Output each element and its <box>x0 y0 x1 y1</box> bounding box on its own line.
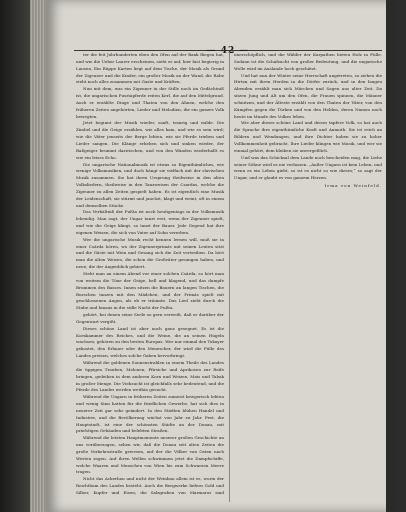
paragraph: Nicht das Ackerbau und nicht der Weinbau allein ist es, worin der Reichthum des Landes besteht. Auch die Bergwerke liefern Gold und Silber, Kupfer und Eisen; die Salzgruben von Marmaros sind unerschöpflich, und die Wälder der Karpathen bieten Holz in Fülle. Sodann ist die Schafzucht von großer Bedeutung, und die ungarische Wolle wird im Auslande hoch geschätzt. <box>76 52 382 495</box>
paragraph: Während die goldenen Sonnenstrahlen in einem Theile des Landes die üppigen Trauben, Melonen, Pfirsiche und Aprikosen zur Reife bringen, gedeihen in dem anderen Korn und Weizen, Mais und Tabak in großer Menge. Die Viehzucht ist gleichfalls sehr bedeutend, und die Pferde des Landes werden weithin gesucht. <box>76 359 224 393</box>
paragraph: Und hat nun der Winter seine Herrschaft angetreten, so ziehen die Hirten mit ihren Herden in die Dörfer zurück, und in den langen Abenden erzählt man sich Märchen und Sagen aus alter Zeit. Da sitzen Jung und Alt um den Ofen, die Frauen spinnen, die Männer schnitzen, und der Älteste erzählt von den Thaten der Väter, von den Kämpfen gegen die Türken und von den Helden, deren Namen noch heute im Munde des Volkes leben. <box>234 72 382 119</box>
page-shadow-edge <box>386 0 396 512</box>
paragraph: Das Verhältniß der Pußta ist noch heutigentags in der Volksmusik lebendig. Man sagt, der Ungar tanzt erst, wenn der Zigeuner spielt, und wie die Geige klingt, so tanzt der Bauer. Jede Gegend hat ihre eigenen Weisen, die sich von Vater auf Sohn vererben. <box>76 209 224 235</box>
author-signature: Irma von Weinfeld. <box>324 183 382 189</box>
paragraph: Nun mit dem, was ein Zigeuner in der Stille noch im Gedächtniß ist, die ungarischen Pusztapferde reiten Kerl, die auf den Mittelgrund. Auch er erzählte Dinge und Thaten von den Ahnen, welche den früheren Zeiten angehörten, Lieder und Melodien, die ein ganzes Volk bewegten. <box>76 86 224 119</box>
page-number: — 42 — <box>206 46 250 56</box>
paragraph: Jetzt beginnt der Musik wieder, sanft, traurig und milde. Die Zimbel und die Geige erzählen, wie alles kam, und wie es sein wird; wie die Väter jenseits der Berge lebten, wie sie Pferde trieben und Lieder sangen. Die Klänge erheben sich und sinken wieder, der Baßgeiger brummt dazwischen, und von den Wänden wiederhallt es wie ein leises Echo. <box>76 120 224 160</box>
two-column-text <box>76 52 382 502</box>
paragraph: ter die feit Jahrhunderten eben den Ofen auf der Bank fliegen hat, und wie die Ueber Laurer erscheinen, sieht er auf, hier fast begierig in Lausen, Ein Rüppe Karten liegt auf dem Tische, der Musik als Grund der Zigeuner und die Kinder, ein großer Musik an der Wand, die Rabe steht noch alles zusammen mit Gaste und Kräften. <box>76 52 224 85</box>
book-page <box>46 0 396 512</box>
paragraph: Wie aber dieses schöne Land und dieses tapfere Volk, so hat auch die Sprache ihre eigenthümliche Kraft und Anmuth. Sie ist reich an Bildern und Wendungen, und ihre Dichter haben sie zu hoher Vollkommenheit gebracht. Ihre Lieder klingen wie Musik, und wer sie einmal gehört, dem bleiben sie unvergeßlich. <box>234 120 382 153</box>
paragraph: Während die Ungarn in früheren Zeiten zumeist kriegerisch lebten und wenig Sinn hatten für die friedlichen Gewerbe, hat sich dies in neuerer Zeit gar sehr geändert. In den Städten blühen Handel und Industrie, und die Bevölkerung wächst von Jahr zu Jahr. Pest, die Hauptstadt, ist eine der schönsten Städte an der Donau, mit prächtigen Gebäuden und belebten Straßen. <box>76 394 224 434</box>
paragraph: Während die letzten Hauptmomente unserer großen Geschichte an uns vorüberzogen, sehen wir, daß die Donau seit alten Zeiten die große Verkehrsstraße gewesen, auf der die Völker von Osten nach Westen zogen. Auf ihren Wellen schwimmen jetzt die Dampfschiffe, welche Waaren und Menschen von Wien bis zum Schwarzen Meere tragen. <box>76 435 224 475</box>
paragraph: Wer die ungarische Musik recht kennen lernen will, muß sie in einer Csárda hören, wo der Zigeunerprimás mit seinen Leuten sitzt und die Gäste mit Wein und Gesang sich die Zeit vertreiben. Da hört man die alten Weisen, die schon die Großväter gesungen haben, und neue, die der Augenblick gebiert. <box>76 236 224 270</box>
paragraph: Und was das Schicksal dem Lande noch bescheiden mag, die Liebe seiner Söhne wird es nie verlassen. „Außer Ungarn ist kein Leben, und wenn es ein Leben giebt, so ist es nicht so wie dieses;“ so sagt der Ungar, und er glaubt es von ganzem Herzen. <box>234 154 382 181</box>
page-header <box>74 38 382 56</box>
paragraph: gehört, bei denen seine Seele so gern verweilt, daß er darüber der Gegenwart vergißt. <box>76 312 224 324</box>
paragraph: Steht man an einem Abend vor einer solchen Csárda, so hört man von weitem die Töne der Geige, hell und klagend, und das dumpfe Brummen des Basses. Innen sitzen die Bauern an langen Tischen, die Burschen tanzen mit den Mädchen, und der Primás spielt mit geschlossenen Augen, als ob er träumte. Das Lied zieht durch die Stube und hinaus in die stille Nacht der Pußta. <box>76 271 224 311</box>
paragraph: Dieses schöne Land ist aber auch ganz gesegnet. Es ist die Kornkammer des Reiches, und die Weine, die an seinen Hügeln wachsen, gehören zu den besten Europas. Wer nur einmal den Tokayer gekostet, den Erlauer oder den Menescher, der wird die Fülle des Landes preisen, welches solche Gaben hervorbringt. <box>76 325 224 359</box>
paragraph: Die ungarische Nationalmusik ist etwas so Eigenthümliches, wie wenige Volksmusiken, und doch hängt sie vielfach mit der slavischen Musik zusammen. Sie hat ihren Ursprung theilweise in den alten Volksliedern, theilweise in den Tanzweisen der Czardas, welche die Zigeuner zu allen Zeiten gespielt haben. Es ist eigentlich eine Musik der Leidenschaft, sie stürmt und jauchzt, klagt und weint, oft in einem und demselben Stücke. <box>76 161 224 208</box>
